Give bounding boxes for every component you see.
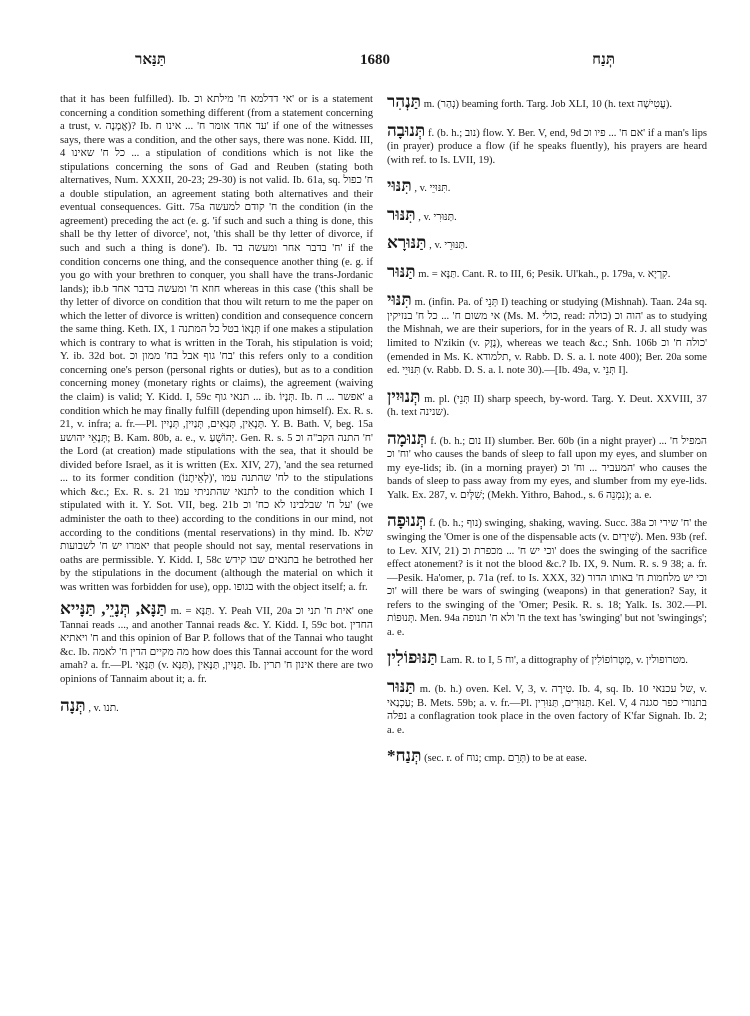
entry-text: m. (infin. Pa. of תְּנֵי I) teaching or studying (Mishnah). Taan. 24a sq. אי משום ח' ... כל ח' בנזיקין (Ms. M. כולי, read: כולה) הוה וכ' as to studying the Mishnah, we are their superiors, for in the years of R. J. all study was limited to N'zikin (v. נֶזֶק), whereas we teach &c.; Snh. 106b כולה ח' וכ' (emended in Ms. K. תלמודא, v. Rabb. D. S. a. l. note 400); Ber. 20a some ed. תִּנּוּיֵי (v. Rabb. D. S. a. l. note 30).—[Ib. 49a, v. תְּנֵי I]. bbox=[387, 297, 707, 377]
dictionary-entry bbox=[387, 263, 707, 282]
entry-text: m. (b. h.) oven. Kel. V, 3, v. טִירָה. Ib. 4, sq. Ib. 10 של עכנאי, v. עַכְנַאי; B. Mets. 59b; a. v. fr.—Pl. תַּנּוּרִים, תַּנּוּרִין. Kel. V, 4 בתנורי כפר סגנה נפלה a conflagration took place in the oven factory of K'far Signah. Ib. 2; a. e. bbox=[387, 683, 708, 736]
dictionary-entry bbox=[387, 122, 707, 168]
dictionary-entry bbox=[387, 430, 707, 503]
entry-headword: תַּנָּא, תְּנָיֵי, תַּנָּייא bbox=[60, 599, 167, 619]
page-header bbox=[0, 52, 750, 74]
entry-headword: תִּנּוּר bbox=[387, 204, 416, 224]
dictionary-entry bbox=[387, 93, 707, 112]
dictionary-entry bbox=[387, 291, 707, 377]
entry-text: m. = תַּנָּא. Y. Peah VII, 20a אית ח' תני וכ' one Tannai reads ..., and another Tannai reads &c. Y. Kidd. I, 59c bot. החדין ח' ויאתיא and this opinion of Bar P. follows that of the Tannai who taught &c. Ib. מה מקיים הדין ח' לאמה how does this Tannai account for the word amah? a. fr.—Pl. תַּנָּאֵי (v. תַּנָּא), תַּנָּיִין, תַּנָּאִין. Ib. אינון ח' תרין there are two opinions of Tannaim about it; a. fr. bbox=[60, 606, 373, 685]
entry-headword: תַּנְהִר bbox=[387, 92, 422, 111]
dictionary-entry bbox=[387, 388, 707, 420]
entry-text: m. pl. (תְּנֵי II) sharp speech, by-word. Targ. Y. Deut. XXVIII, 37 (h. text שנינה). bbox=[387, 393, 708, 419]
entry-headword: תְּנוּפָה bbox=[387, 511, 427, 531]
entry-headword: תְּנָה bbox=[60, 695, 86, 715]
dictionary-entry bbox=[387, 678, 707, 737]
entry-headword: תַּנּוּרָא bbox=[387, 233, 427, 253]
entry-headword: תַּנּוּפוֹלִין bbox=[387, 648, 438, 668]
entry-text: m. (נְהַר) beaming forth. Targ. Job XLI, 10 (h. text עֲטִישָׁה). bbox=[423, 99, 673, 110]
dictionary-entry bbox=[387, 747, 707, 766]
entry-headword: *תְּנַח bbox=[387, 746, 422, 766]
continued-paragraph: that it has been fulfilled). Ib. אי דדלמא ח' מילתא וכ' or is a statement concerning a condition something different (from a statement concerning a trust, v. אֲמָנָה)? Ib. עד אחד אומר ח' ... אינו ח' if one of the witnesses says, there was a condition, and the other says, there was none. Kidd. III, 4 כל ח' שאינו ... a stipulation of conditions which is not like the stipulations concerning the sons of Gad and Reuben (stating both alternatives, Num. XXXII, 20-23; 29-30) is not valid. Ib. 61a, sq. ח' כפול a double stipulation, an agreement stating both alternatives and their eventual consequences. Gitt. 75a ח' קודם למעשה the condition (in the agreement) preceding the act (e. g. 'if such and such a thing is done, this shall be thy letter of divorce', not, 'this shall be thy letter of divorce, if such and such a thing is done'). Ib. ח' בדבר אחר ומעשה בד' if the condition concerns one thing, and the consequence another thing (e. g. if you go with your brethren to conquer, you shall have the trans-Jordanic lands); ib.b חוזא ח' ומעשה בדבר אחד whereas in this case ('this shall be thy letter of divorce on condition that thou wilt return to me the paper on which the letter of divorce is written) condition and consequence concern the same thing. Keth. IX, 1 תְּנָאוֹ בטל כל המתנה if one makes a stipulation which is contrary to what is written in the Torah, his stipulation is void; Y. ib. 32d bot. בח' גוף אבל בח' ממון וכ' this refers only to a condition concerning one's person (personal rights or duties), but as to a condition concerning money (monetary rights or claims), the agreement (waiving the claim) is valid; Y. Kidd. I, 59c תנאי גוף ... ib. תְּנָיוֹ. Ib. אפשר ... ח' a condition which he may finally fulfill (depending upon himself). Ex. R. s. 21, v. infra; a. fr.—Pl. תְּנָאִין, תְּנָאִים, תְּנַיִין, תְּנָיִין. Y. B. Bath. V, beg. 15a תְּנָאֵי יהושע; B. Kam. 80b, a. e., v. יְהוֹשֻׁעַ. Gen. R. s. 5 ח' התנה הקב"ה וכ' the Lord (at creation) made stipulations with the sea, that it should be divided before Israel, as it is written (Ex. XIV, 27), 'and the sea returned ... to its former condition (לְאֵיתָנוֹ)', לח' שהתנה עמו to the stipulations which &c.; Ex. R. s. 21 לתנאי שהתניתי עמו to the condition which I stipulated with it. Y. Sot. VII, beg. 21b על ח' שבלבינו לא כח' וכ' (we administer the oath to thee) according to the conditions in our mind, not according to the conditions (mental reservations) in thy mind. Ib. שלא יאמרו יש ח' לשבועות that people should not say, mental reservations in oaths are permissible. Y. Kidd. I, 58c בתנאים שבו קידש he betrothed her by the stipulations in the document (although the material on which it was written was forbidden for use), opp. בגופו with the object itself; a. fr. bbox=[60, 94, 374, 593]
entry-headword: תִּנּוּי bbox=[387, 290, 412, 310]
entry-text: Lam. R. to I, 5 וח', a dittography of מְטְרוֹפוֹלִין, v. מטרופולין. bbox=[440, 655, 688, 667]
entry-text: , v. תִּנּוּיֵי. bbox=[414, 183, 451, 195]
dictionary-entry bbox=[387, 177, 707, 196]
dictionary-entry bbox=[387, 206, 707, 225]
entry-headword: תְּנוּיִין bbox=[387, 386, 421, 406]
dictionary-entry bbox=[60, 697, 373, 716]
header-left-catchword: תַּנַּאר bbox=[135, 52, 167, 68]
entry-text: , v. תַּנּוּרֵי. bbox=[429, 240, 468, 252]
header-right-catchword: תְּנַח bbox=[592, 52, 615, 68]
entry-text: m. = תַּנָּא. Cant. R. to III, 6; Pesik. Ul'kah., p. 179a, v. קִרְיָא. bbox=[418, 268, 671, 280]
entry-text: f. (b. h.; נוב) flow. Y. Ber. V, end, 9d אם ח' ... פיו וכ' if a man's lips (in prayer) produce a flow (if he speaks fluently), his prayers are heard (with ref. to Is. LVII, 19). bbox=[387, 127, 707, 166]
page-number: 1680 bbox=[360, 52, 390, 68]
entry-headword: תְּנוּבָה bbox=[387, 120, 426, 140]
entry-text: f. (b. h.; נוף) swinging, shaking, waving. Succ. 38a ח' שירי וכ' the swinging the 'Omer is one of the dispensable acts (v. שִׁירַיִם). Men. 93b (ref. to Lev. XIV, 21) וכי יש ח' ... מכפרת וכ' does the swinging of the sacrifice effect atonement? is it not the blood &c.? Ib. IX, 9. Num. R. s. 9 38; a. fr.—Pesik. Ha'omer, p. 71a (ref. to Is. XXX, 32) וכי יש מלחמות ח' באותו הדור וכ' will there be wars of swinging (weapons) in that generation? Say, it refers to the swinging of the 'Omer; Pesik. R. s. 18; Yalk. Is. 302.—Pl. תְּנוּפוֹת. Men. 94a ח' ולא ח' תנופה the text has 'swinging' but not 'swingings'; a. e. bbox=[387, 518, 708, 638]
dictionary-entry bbox=[387, 234, 707, 253]
left-column bbox=[60, 93, 373, 725]
entry-text: , v. תנו. bbox=[88, 702, 119, 714]
entry-headword: תְּנוּמָה bbox=[387, 428, 428, 448]
dictionary-entry bbox=[387, 649, 707, 668]
entry-text: (sec. r. of נוח; cmp. תְּרֵם) to be at ease. bbox=[424, 753, 587, 765]
right-column bbox=[387, 93, 707, 776]
entry-headword: תַּנּוּר bbox=[387, 676, 416, 696]
dictionary-entry bbox=[387, 512, 707, 639]
entry-headword: תַּנּוּר bbox=[387, 261, 416, 281]
entry-headword: תִּנּוּי bbox=[387, 176, 412, 196]
dictionary-entry bbox=[60, 600, 373, 686]
entry-text: f. (b. h.; נום II) slumber. Ber. 60b (in a night prayer) המפיל ח' ... וח' וכ' who causes the bands of sleep to fall upon my eyes, and slumber on my eye-lids; ib. (in a morning prayer) המעביר ... וח' וכ' who causes the bands of sleep to pass away from my eyes, and slumber from my eye-lids. Yalk. Ex. 287, v. שִׁלְּיִם; (Mekh. Yithro, Bahod., s. 6 נִמְנֵה); a. e. bbox=[387, 435, 707, 501]
entry-text: , v. תַּנּוּרִי. bbox=[418, 211, 457, 223]
